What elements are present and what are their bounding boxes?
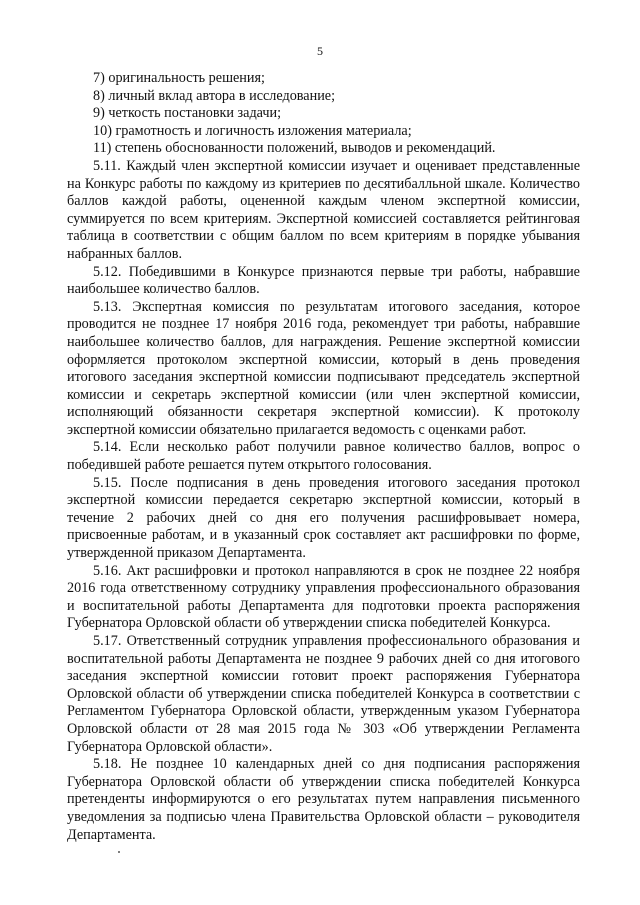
criterion-item: 10) грамотность и логичность изложения материала; xyxy=(93,122,412,139)
clause-5-12: 5.12. Победившими в Конкурсе признаются первые три работы, набравшие наибольшее количество баллов. xyxy=(67,263,580,298)
clause-5-17: 5.17. Ответственный сотрудник управления профессионального образования и воспитательной работы Департамента не позднее 9 рабочих дней со дня итогового заседания экспертной комиссии готовит проект распоряжения Губернатора Орловской области об утверждении списка победителей Конкурса в соответствии с Регламентом Губернатора Орловской области, утвержденным указом Губернатора Орловской области от 28 мая 2015 года № 303 «Об утверждении Регламента Губернатора Орловской области». xyxy=(67,633,580,755)
clause-5-13: 5.13. Экспертная комиссия по результатам итогового заседания, которое проводится не позднее 17 ноября 2016 года, рекомендует три работы, набравшие наибольшее количество баллов, для награждения. Решение экспертной комиссии оформляется протоколом экспертной комиссии, который в день проведения итогового заседания экспертной комиссии подписывают председатель экспертной комиссии и секретарь экспертной комиссии (или член экспертной комиссии, исполняющий обязанности секретаря экспертной комиссии). К протоколу экспертной комиссии обязательно прилагается ведомость с оценками работ. xyxy=(67,298,580,438)
criterion-item: 11) степень обоснованности положений, выводов и рекомендаций. xyxy=(93,140,496,157)
clause-5-15: 5.15. После подписания в день проведения итогового заседания протокол экспертной комиссии передается секретарю экспертной комиссии, который в течение 2 рабочих дней со дня его получения расшифровывает номера, присвоенные работам, и в указанный срок составляет акт расшифровки по форме, утвержденной приказом Департамента. xyxy=(67,474,580,562)
clause-5-18: 5.18. Не позднее 10 календарных дней со дня подписания распоряжения Губернатора Орловской области об утверждении списка победителей Конкурса претенденты информируются о его результатах путем направления письменного уведомления за подписью члена Правительства Орловской области – руководителя Департамента. xyxy=(67,756,580,843)
clause-5-16: 5.16. Акт расшифровки и протокол направляются в срок не позднее 22 ноября 2016 года ответственному сотруднику управления профессионального образования и воспитательной работы Департамента для подготовки проекта распоряжения Губернатора Орловской области об утверждении списка победителей Конкурса. xyxy=(67,562,580,632)
criterion-item: 9) четкость постановки задачи; xyxy=(93,105,282,122)
scan-speck xyxy=(118,851,120,853)
criterion-item: 8) личный вклад автора в исследование; xyxy=(93,87,336,104)
page-number: 5 xyxy=(317,44,323,58)
clause-5-11: 5.11. Каждый член экспертной комиссии изучает и оценивает представленные на Конкурс работы по каждому из критериев по десятибалльной шкале. Количество баллов каждой работы, оцененной каждым членом экспертной комиссии, суммируется по всем критериям. Экспертной комиссией составляется рейтинговая таблица в соответствии с общим баллом по всем критериям в порядке убывания набранных баллов. xyxy=(67,157,580,262)
criterion-item: 7) оригинальность решения; xyxy=(93,70,265,86)
document-body xyxy=(67,70,580,844)
clause-5-14: 5.14. Если несколько работ получили равное количество баллов, вопрос о победившей работе решается путем открытого голосования. xyxy=(67,439,580,474)
